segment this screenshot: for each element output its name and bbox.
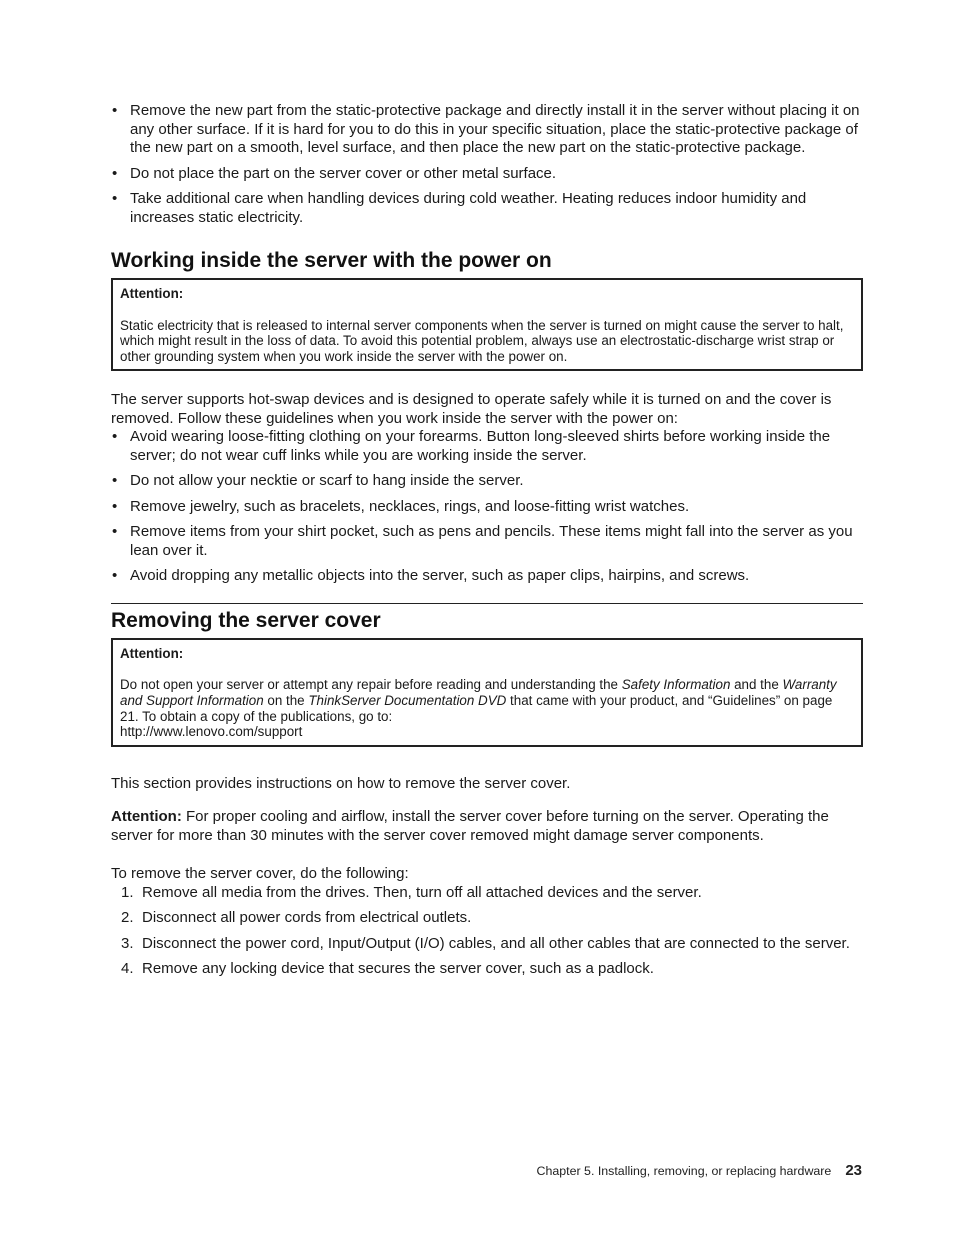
power-on-guidelines-list — [111, 428, 863, 586]
warranty-information-title: Warranty and Support Information — [120, 677, 837, 709]
remove-cover-intro: This section provides instructions on how to remove the server cover. — [111, 774, 571, 792]
section-heading-power-on: Working inside the server with the power on — [111, 249, 552, 272]
step-number: 3. — [121, 934, 134, 952]
list-item: • Do not place the part on the server cover or other metal surface. — [111, 165, 863, 184]
step-item — [111, 935, 863, 954]
steps-intro: To remove the server cover, do the following: — [111, 865, 409, 883]
power-on-paragraph: The server supports hot-swap devices and is designed to operate safely while it is turned on and the cover is removed. Follow these guidelines when you work inside the server with the power on: — [111, 391, 832, 427]
step-item — [111, 960, 863, 979]
list-item: • Remove the new part from the static-protective package and directly install it in the server without placing it on any other surface. If it is hard for you to do this in your specific situation, place the static-protective package of the new part on a smooth, level surface, and then place the new part on the static-protective package. — [111, 102, 863, 158]
step-text: Remove any locking device that secures the server cover, such as a padlock. — [142, 960, 654, 978]
cooling-attention-paragraph — [111, 808, 863, 845]
page-footer — [537, 1162, 862, 1179]
step-number: 4. — [121, 960, 134, 978]
list-item: • Avoid dropping any metallic objects into the server, such as paper clips, hairpins, and screws. — [111, 567, 863, 586]
intro-bullet-list — [111, 102, 863, 227]
step-text: Disconnect the power cord, Input/Output (I/O) cables, and all other cables that are connected to the server. — [142, 934, 850, 952]
page-content — [111, 102, 863, 986]
step-number: 1. — [121, 883, 134, 901]
list-item: • Remove jewelry, such as bracelets, necklaces, rings, and loose-fitting wrist watches. — [111, 498, 863, 517]
attention-title: Attention: — [120, 286, 184, 301]
step-number: 2. — [121, 909, 134, 927]
attention-title: Attention: — [120, 645, 184, 661]
list-item: • Take additional care when handling devices during cold weather. Heating reduces indoor humidity and increases static electricity. — [111, 190, 863, 227]
attention-box-power-on — [111, 278, 863, 371]
support-url: http://www.lenovo.com/support — [120, 724, 303, 740]
cooling-attention-text: For proper cooling and airflow, install the server cover before turning on the server. Operating the server for more than 30 minutes with the server cover removed might damage server components. — [111, 808, 829, 844]
step-text: Remove all media from the drives. Then, turn off all attached devices and the server. — [142, 883, 702, 901]
documentation-dvd-title: ThinkServer Documentation DVD — [308, 693, 507, 709]
attention-text: and the — [730, 677, 783, 693]
list-item: • Avoid wearing loose-fitting clothing on your forearms. Button long-sleeved shirts before working inside the server; do not wear cuff links while you are working inside the server. — [111, 428, 863, 465]
step-item — [111, 909, 863, 928]
remove-cover-steps — [111, 884, 863, 979]
safety-information-title: Safety Information — [621, 677, 731, 693]
attention-body — [120, 677, 854, 739]
list-item: • Remove items from your shirt pocket, such as pens and pencils. These items might fall into the server as you lean over it. — [111, 523, 863, 560]
step-text: Disconnect all power cords from electrical outlets. — [142, 909, 472, 927]
attention-label: Attention: — [111, 808, 182, 826]
attention-text: on the — [263, 693, 309, 709]
attention-text: that came with your product, and “Guidelines” on page 21. To obtain a copy of the publications, go to: — [120, 693, 833, 724]
list-item: • Do not allow your necktie or scarf to hang inside the server. — [111, 472, 863, 491]
attention-box-remove-cover — [111, 638, 863, 747]
page-number: 23 — [845, 1162, 862, 1179]
step-item — [111, 884, 863, 903]
section-heading-remove-cover: Removing the server cover — [111, 603, 863, 634]
chapter-title: Chapter 5. Installing, removing, or replacing hardware — [536, 1164, 832, 1178]
attention-text: Do not open your server or attempt any repair before reading and understanding the — [120, 677, 622, 693]
attention-body: Static electricity that is released to internal server components when the server is turned on might cause the server to halt, which might result in the loss of data. To avoid this potential problem, always use an electrostatic-discharge wrist strap or other grounding system when you work inside the server with the power on. — [120, 317, 844, 364]
